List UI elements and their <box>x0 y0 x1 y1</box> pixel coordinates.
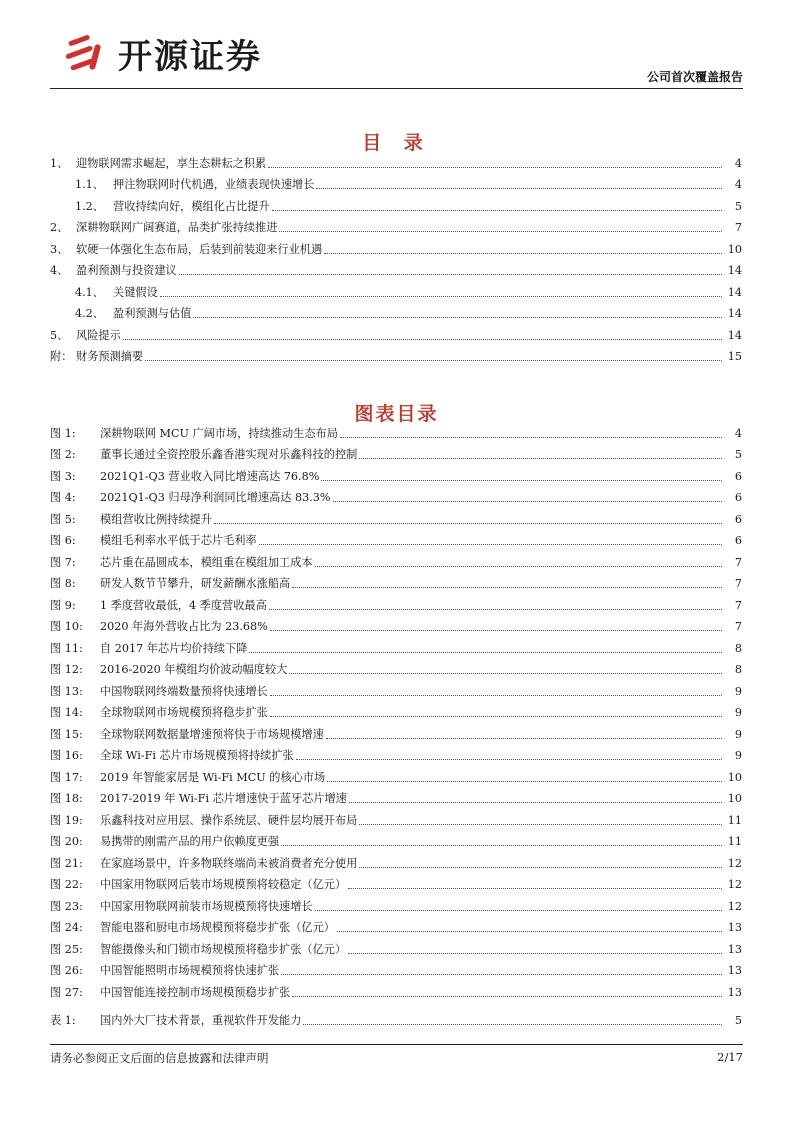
figures-title: 图表目录 <box>354 403 439 425</box>
figure-entry[interactable] <box>50 743 742 765</box>
entry-text: 研发人数节节攀升，研发薪酬水涨船高 <box>100 577 291 590</box>
entry-page: 4 <box>734 426 742 440</box>
dot-leader <box>292 995 722 997</box>
figure-entry[interactable] <box>50 979 742 1001</box>
dot-leader <box>324 252 722 254</box>
entry-number: 图 11: <box>50 641 83 655</box>
entry-page: 6 <box>734 534 742 547</box>
dot-leader <box>289 672 722 674</box>
entry-page: 12 <box>727 856 742 870</box>
dot-leader <box>160 295 722 297</box>
figure-entry[interactable] <box>50 915 742 937</box>
entry-page: 10 <box>727 770 742 784</box>
entry-page: 9 <box>734 749 742 762</box>
entry-text: 迎物联网需求崛起，享生态耕耘之积累 <box>76 156 267 170</box>
dot-leader <box>315 909 722 911</box>
figure-entry[interactable] <box>50 657 742 679</box>
report-type-label: 公司首次覆盖报告 <box>646 70 743 84</box>
entry-text: 全球物联网数据量增速预将快于市场规模增速 <box>100 727 324 741</box>
dot-leader <box>179 273 722 275</box>
figure-entry[interactable] <box>50 958 742 980</box>
entry-text: 2021Q1-Q3 营业收入同比增速高达 76.8% <box>100 469 320 483</box>
entry-page: 8 <box>734 641 742 655</box>
entry-number: 2、 <box>50 221 69 234</box>
entry-page: 13 <box>727 964 742 977</box>
entry-number: 图 9: <box>50 598 76 612</box>
entry-page: 9 <box>734 684 742 698</box>
entry-page: 7 <box>734 598 742 612</box>
entry-page: 4 <box>734 156 742 170</box>
entry-text: 智能电器和厨电市场规模预将稳步扩张（亿元） <box>100 921 335 934</box>
entry-text: 乐鑫科技对应用层、操作系统层、硬件层均展开布局 <box>100 813 358 827</box>
dot-leader <box>333 500 722 502</box>
dot-leader <box>145 359 722 361</box>
entry-page: 14 <box>727 328 742 342</box>
dot-leader <box>249 651 722 653</box>
entry-text: 在家庭场景中，许多物联终端尚未被消费者充分使用 <box>100 856 358 870</box>
dot-leader <box>349 801 722 803</box>
entry-number: 图 13: <box>50 684 83 698</box>
figure-entry[interactable] <box>50 872 742 894</box>
figure-entry[interactable] <box>50 528 742 550</box>
entry-text: 2016-2020 年模组均价波动幅度较大 <box>100 663 288 676</box>
page-header <box>0 0 793 92</box>
entry-page: 11 <box>727 813 742 827</box>
dot-leader <box>296 758 722 760</box>
entry-number: 图 23: <box>50 899 83 913</box>
dot-leader <box>268 166 722 168</box>
entry-page: 11 <box>727 835 742 848</box>
dot-leader <box>270 715 722 717</box>
dot-leader <box>270 629 722 631</box>
entry-number: 图 12: <box>50 663 83 676</box>
entry-number: 图 2: <box>50 448 76 461</box>
entry-number: 图 1: <box>50 426 76 440</box>
toc-entry[interactable] <box>50 301 742 323</box>
entry-number: 4.2、 <box>75 307 104 320</box>
dot-leader <box>337 930 722 932</box>
entry-number: 表 1: <box>50 1013 76 1027</box>
entry-text: 2020 年海外营收占比为 23.68% <box>100 620 268 633</box>
entry-page: 12 <box>727 899 742 913</box>
entry-page: 6 <box>734 512 742 526</box>
entry-page: 15 <box>727 350 742 363</box>
entry-number: 图 17: <box>50 770 83 784</box>
figure-entry[interactable] <box>50 893 742 915</box>
entry-number: 图 14: <box>50 706 83 719</box>
entry-page: 8 <box>734 663 742 676</box>
entry-page: 12 <box>727 878 742 891</box>
entry-text: 深耕物联网 MCU 广阔市场，持续推动生态布局 <box>100 426 338 440</box>
table-entry[interactable] <box>50 1007 742 1029</box>
footer-divider <box>50 1044 743 1045</box>
entry-page: 13 <box>727 985 742 999</box>
entry-page: 7 <box>734 577 742 590</box>
toc-entry[interactable] <box>50 344 742 366</box>
entry-number: 图 25: <box>50 942 83 956</box>
entry-text: 软硬一体强化生态布局，后装到前装迎来行业机遇 <box>76 242 323 256</box>
entry-page: 10 <box>727 792 742 805</box>
entry-text: 中国家用物联网前装市场规模预将快速增长 <box>100 899 313 913</box>
dot-leader <box>359 823 722 825</box>
dot-leader <box>281 844 722 846</box>
entry-page: 5 <box>734 448 742 461</box>
entry-page: 14 <box>727 264 742 277</box>
dot-leader <box>348 952 722 954</box>
entry-number: 图 10: <box>50 620 83 633</box>
entry-page: 6 <box>734 469 742 483</box>
dot-leader <box>292 586 722 588</box>
header-divider <box>50 88 743 89</box>
entry-number: 1.2、 <box>75 199 104 213</box>
dot-leader <box>340 436 722 438</box>
toc-title: 目 录 <box>362 132 431 154</box>
dot-leader <box>316 187 722 189</box>
entry-text: 关键假设 <box>113 285 158 299</box>
figure-entry[interactable] <box>50 442 742 464</box>
entry-text: 2019 年智能家居是 Wi-Fi MCU 的核心市场 <box>100 770 326 784</box>
entry-number: 图 15: <box>50 727 83 741</box>
toc-entry[interactable] <box>50 236 742 258</box>
entry-number: 图 19: <box>50 813 83 827</box>
table-of-contents <box>50 150 742 365</box>
entry-page: 7 <box>734 555 742 569</box>
figure-entry[interactable] <box>50 420 742 442</box>
entry-page: 14 <box>727 285 742 299</box>
dot-leader <box>348 887 722 889</box>
figure-entry[interactable] <box>50 678 742 700</box>
dot-leader <box>321 479 722 481</box>
entry-text: 中国智能连接控制市场规模预稳步扩张 <box>100 985 291 999</box>
entry-page: 13 <box>727 942 742 956</box>
entry-text: 全球 Wi-Fi 芯片市场规模预将持续扩张 <box>100 749 294 762</box>
figure-entry[interactable] <box>50 936 742 958</box>
entry-page: 14 <box>727 307 742 320</box>
figure-entry[interactable] <box>50 506 742 528</box>
entry-text: 自 2017 年芯片均价持续下降 <box>100 641 248 655</box>
entry-text: 2017-2019 年 Wi-Fi 芯片增速快于蓝牙芯片增速 <box>100 792 347 805</box>
entry-text: 财务预测摘要 <box>76 350 144 363</box>
entry-text: 模组营收比例持续提升 <box>100 512 212 526</box>
company-name: 开源证券 <box>118 36 262 77</box>
figure-entry[interactable] <box>50 614 742 636</box>
entry-page: 7 <box>734 620 742 633</box>
entry-page: 13 <box>727 921 742 934</box>
entry-number: 5、 <box>50 328 69 342</box>
entry-number: 附： <box>50 350 73 363</box>
entry-text: 押注物联网时代机遇，业绩表现快速增长 <box>113 178 315 191</box>
entry-number: 4、 <box>50 264 69 277</box>
dot-leader <box>259 543 722 545</box>
entry-page: 9 <box>734 706 742 719</box>
dot-leader <box>123 338 722 340</box>
entry-page: 6 <box>734 491 742 504</box>
entry-text: 2021Q1-Q3 归母净利润同比增速高达 83.3% <box>100 491 331 504</box>
entry-page: 7 <box>734 221 742 234</box>
entry-text: 国内外大厂技术背景，重视软件开发能力 <box>100 1013 302 1027</box>
entry-number: 1、 <box>50 156 69 170</box>
dot-leader <box>269 608 722 610</box>
dot-leader <box>281 973 722 975</box>
dot-leader <box>303 1023 722 1025</box>
figure-entry[interactable] <box>50 807 742 829</box>
entry-number: 图 22: <box>50 878 83 891</box>
dot-leader <box>315 565 722 567</box>
entry-text: 营收持续向好，模组化占比提升 <box>113 199 270 213</box>
entry-text: 芯片重在晶圆成本，模组重在模组加工成本 <box>100 555 313 569</box>
figure-entry[interactable] <box>50 786 742 808</box>
footer-disclaimer: 请务必参阅正文后面的信息披露和法律声明 <box>50 1051 269 1065</box>
entry-text: 深耕物联网广阔赛道，品类扩张持续推进 <box>76 221 278 234</box>
toc-entry[interactable] <box>50 150 742 172</box>
toc-entry[interactable] <box>50 193 742 215</box>
toc-entry[interactable] <box>50 215 742 237</box>
entry-number: 1.1、 <box>75 178 104 191</box>
entry-text: 模组毛利率水平低于芯片毛利率 <box>100 534 257 547</box>
figure-entry[interactable] <box>50 829 742 851</box>
toc-entry[interactable] <box>50 279 742 301</box>
dot-leader <box>279 230 722 232</box>
entry-page: 9 <box>734 727 742 741</box>
entry-page: 10 <box>727 242 742 256</box>
entry-text: 董事长通过全资控股乐鑫香港实现对乐鑫科技的控制 <box>100 448 358 461</box>
kaiyuan-logo-icon <box>62 30 110 76</box>
entry-number: 图 27: <box>50 985 83 999</box>
toc-entry[interactable] <box>50 172 742 194</box>
table-list <box>50 1007 742 1029</box>
figure-entry[interactable] <box>50 485 742 507</box>
figure-entry[interactable] <box>50 592 742 614</box>
entry-number: 图 7: <box>50 555 76 569</box>
entry-number: 图 20: <box>50 835 83 848</box>
entry-text: 盈利预测与估值 <box>113 307 192 320</box>
entry-number: 图 6: <box>50 534 76 547</box>
toc-entry[interactable] <box>50 258 742 280</box>
entry-text: 智能摄像头和门锁市场规模预将稳步扩张（亿元） <box>100 942 347 956</box>
entry-text: 中国物联网终端数量预将快速增长 <box>100 684 268 698</box>
entry-number: 图 5: <box>50 512 76 526</box>
entry-text: 盈利预测与投资建议 <box>76 264 177 277</box>
entry-text: 中国智能照明市场规模预将快速扩张 <box>100 964 280 977</box>
figure-entry[interactable] <box>50 571 742 593</box>
dot-leader <box>270 694 722 696</box>
dot-leader <box>359 457 722 459</box>
dot-leader <box>214 522 722 524</box>
dot-leader <box>326 737 722 739</box>
page-number: 2/17 <box>717 1050 743 1064</box>
figure-entry[interactable] <box>50 549 742 571</box>
entry-number: 图 16: <box>50 749 83 762</box>
entry-number: 图 3: <box>50 469 76 483</box>
entry-page: 5 <box>734 1013 742 1027</box>
figure-entry[interactable] <box>50 635 742 657</box>
figure-entry[interactable] <box>50 850 742 872</box>
entry-page: 4 <box>734 178 742 191</box>
entry-number: 图 4: <box>50 491 76 504</box>
figure-list <box>50 420 742 1001</box>
figure-entry[interactable] <box>50 764 742 786</box>
entry-number: 图 21: <box>50 856 83 870</box>
entry-number: 图 8: <box>50 577 76 590</box>
entry-text: 1 季度营收最低，4 季度营收最高 <box>100 598 267 612</box>
dot-leader <box>193 316 722 318</box>
entry-page: 5 <box>734 199 742 213</box>
figure-entry[interactable] <box>50 463 742 485</box>
dot-leader <box>272 209 722 211</box>
entry-text: 全球物联网市场规模预将稳步扩张 <box>100 706 268 719</box>
entry-number: 3、 <box>50 242 69 256</box>
dot-leader <box>327 780 722 782</box>
entry-text: 风险提示 <box>76 328 121 342</box>
entry-text: 易携带的刚需产品的用户依赖度更强 <box>100 835 280 848</box>
entry-number: 图 26: <box>50 964 83 977</box>
entry-number: 图 18: <box>50 792 83 805</box>
figure-entry[interactable] <box>50 700 742 722</box>
entry-number: 4.1、 <box>75 285 104 299</box>
entry-number: 图 24: <box>50 921 83 934</box>
entry-text: 中国家用物联网后装市场规模预将较稳定（亿元） <box>100 878 347 891</box>
figure-entry[interactable] <box>50 721 742 743</box>
dot-leader <box>359 866 722 868</box>
company-logo <box>62 28 322 78</box>
toc-entry[interactable] <box>50 322 742 344</box>
